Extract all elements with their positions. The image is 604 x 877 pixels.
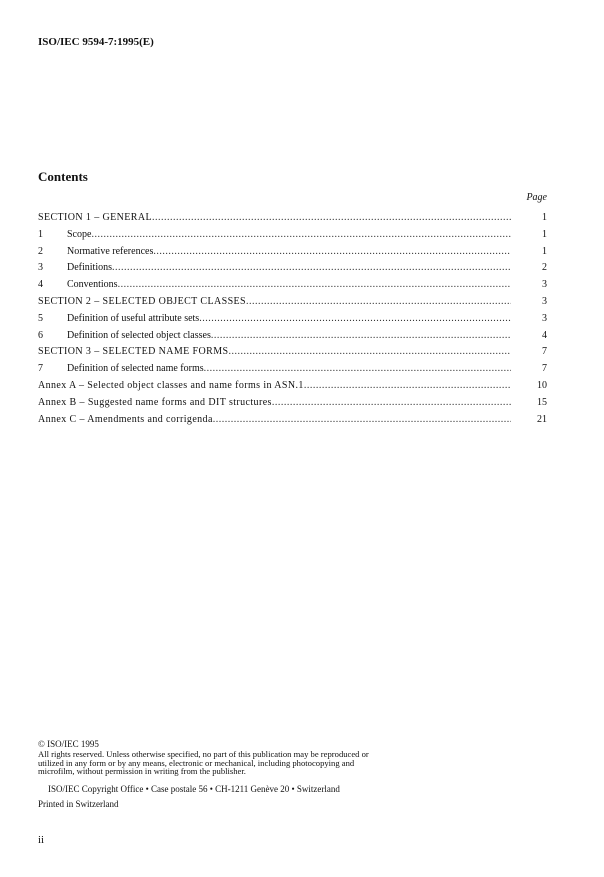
toc-entry-number: 7 (38, 363, 43, 375)
copyright-notice (38, 740, 388, 776)
toc-entry[interactable] (38, 311, 547, 328)
toc-entry-page: 3 (542, 279, 547, 291)
toc-entry-page: 7 (542, 363, 547, 375)
dot-leader (211, 328, 511, 345)
toc-entry-title: Annex C – Amendments and corrigenda (38, 413, 213, 425)
toc-entry-number: 1 (38, 228, 43, 240)
toc-entry[interactable] (38, 227, 547, 244)
toc-entry-title: SECTION 2 – SELECTED OBJECT CLASSES (38, 295, 246, 307)
toc-entry-number: 3 (38, 262, 43, 274)
toc-entry[interactable] (38, 344, 547, 361)
toc-entry-title: SECTION 3 – SELECTED NAME FORMS (38, 346, 229, 358)
toc-entry-title: Definition of selected object classes (67, 329, 211, 341)
dot-leader (204, 361, 511, 378)
dot-leader (199, 311, 511, 328)
dot-leader (213, 412, 511, 429)
document-id-header: ISO/IEC 9594-7:1995(E) (38, 36, 154, 48)
toc-entry[interactable] (38, 328, 547, 345)
toc-entry[interactable] (38, 378, 547, 395)
toc-entry[interactable] (38, 277, 547, 294)
toc-entry[interactable] (38, 412, 547, 429)
table-of-contents (38, 210, 547, 428)
toc-entry[interactable] (38, 244, 547, 261)
toc-entry-page: 3 (542, 312, 547, 324)
toc-entry[interactable] (38, 361, 547, 378)
contents-title: Contents (38, 169, 88, 184)
toc-entry[interactable] (38, 294, 547, 311)
printed-in: Printed in Switzerland (38, 799, 119, 809)
toc-entry-title: SECTION 1 – GENERAL (38, 212, 152, 223)
toc-entry-page: 1 (542, 245, 547, 257)
toc-entry-title: Annex B – Suggested name forms and DIT structures (38, 396, 272, 408)
dot-leader (272, 395, 511, 412)
toc-entry-page: 2 (542, 262, 547, 274)
dot-leader (228, 344, 511, 361)
toc-entry-title: Normative references (67, 245, 154, 257)
toc-entry-page: 10 (537, 379, 547, 391)
dot-leader (91, 227, 511, 244)
toc-entry-page: 1 (542, 212, 547, 223)
toc-entry-page: 4 (542, 329, 547, 341)
copyright-line: © ISO/IEC 1995 (38, 739, 99, 749)
toc-entry-title: Definition of useful attribute sets (67, 312, 200, 324)
dot-leader (153, 244, 511, 261)
dot-leader (152, 210, 511, 227)
toc-entry-number: 4 (38, 279, 43, 291)
toc-entry-title: Definitions (67, 262, 112, 274)
toc-entry-page: 3 (542, 295, 547, 307)
dot-leader (112, 260, 511, 277)
rights-statement: All rights reserved. Unless otherwise specified, no part of this publication may be reproduced or utilized in any form or by any means, electronic or mechanical, including photocopying and microfilm, without permission in writing from the publisher. (38, 748, 369, 777)
toc-entry-number: 5 (38, 312, 43, 324)
toc-entry-title: Conventions (67, 279, 118, 291)
toc-entry-page: 15 (537, 396, 547, 408)
toc-entry[interactable] (38, 260, 547, 277)
toc-entry-number: 6 (38, 329, 43, 341)
dot-leader (246, 294, 511, 311)
toc-entry-page: 7 (542, 346, 547, 358)
toc-entry-title: Definition of selected name forms (67, 363, 204, 375)
toc-entry-title: Annex A – Selected object classes and name forms in ASN.1 (38, 379, 304, 391)
toc-entry-number: 2 (38, 245, 43, 257)
toc-entry[interactable] (38, 210, 547, 227)
page-number: ii (38, 834, 45, 846)
copyright-office-address: ISO/IEC Copyright Office • Case postale 56 • CH-1211 Genève 20 • Switzerland (48, 784, 340, 794)
dot-leader (118, 277, 511, 294)
toc-entry-title: Scope (67, 228, 92, 240)
toc-entry[interactable] (38, 395, 547, 412)
page-column-label: Page (526, 192, 547, 203)
toc-entry-page: 1 (542, 228, 547, 240)
toc-entry-page: 21 (537, 413, 547, 425)
dot-leader (304, 378, 511, 395)
